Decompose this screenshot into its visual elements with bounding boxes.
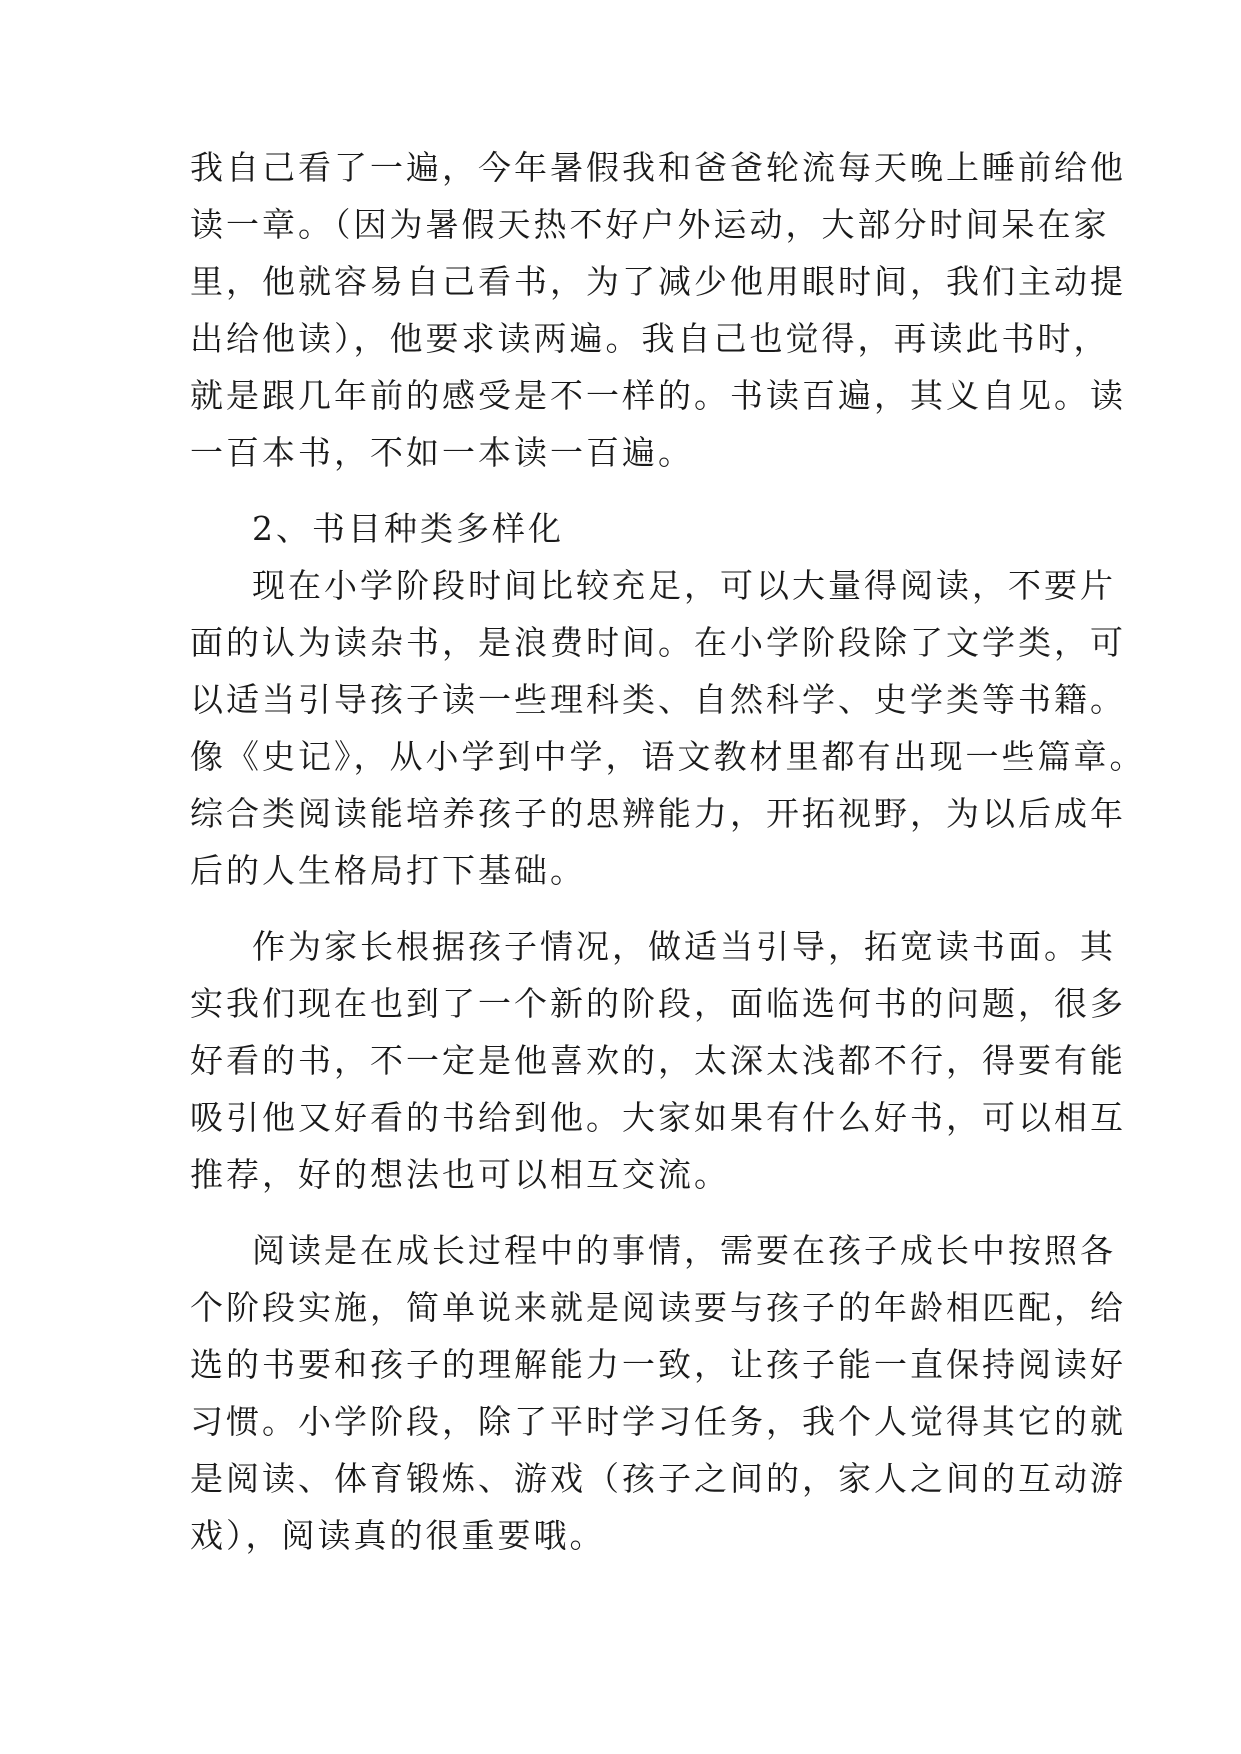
text-line: 一百本书，不如一本读一百遍。 <box>190 433 694 472</box>
text-line: 是阅读、体育锻炼、游戏（孩子之间的，家人之间的互动游 <box>190 1459 1126 1498</box>
text-line: 面的认为读杂书，是浪费时间。在小学阶段除了文学类，可 <box>190 623 1126 662</box>
text-line: 里，他就容易自己看书，为了减少他用眼时间，我们主动提 <box>190 262 1126 301</box>
text-line: 作为家长根据孩子情况，做适当引导，拓宽读书面。其 <box>252 927 1116 966</box>
section-heading: 2、书目种类多样化 <box>252 509 564 548</box>
text-line: 就是跟几年前的感受是不一样的。书读百遍，其义自见。读 <box>190 376 1126 415</box>
text-line: 以适当引导孩子读一些理科类、自然科学、史学类等书籍。 <box>190 680 1126 719</box>
text-line: 实我们现在也到了一个新的阶段，面临选何书的问题，很多 <box>190 984 1126 1023</box>
text-line: 吸引他又好看的书给到他。大家如果有什么好书，可以相互 <box>190 1098 1126 1137</box>
text-line: 现在小学阶段时间比较充足，可以大量得阅读，不要片 <box>252 566 1116 605</box>
text-line: 习惯。小学阶段，除了平时学习任务，我个人觉得其它的就 <box>190 1402 1126 1441</box>
text-line: 戏），阅读真的很重要哦。 <box>190 1516 606 1555</box>
text-line: 选的书要和孩子的理解能力一致，让孩子能一直保持阅读好 <box>190 1345 1126 1384</box>
text-line: 阅读是在成长过程中的事情，需要在孩子成长中按照各 <box>252 1231 1116 1270</box>
text-line: 我自己看了一遍，今年暑假我和爸爸轮流每天晚上睡前给他 <box>190 148 1126 187</box>
text-line: 综合类阅读能培养孩子的思辨能力，开拓视野，为以后成年 <box>190 794 1126 833</box>
text-line: 读一章。（因为暑假天热不好户外运动，大部分时间呆在家 <box>190 205 1110 244</box>
text-line: 个阶段实施，简单说来就是阅读要与孩子的年龄相匹配，给 <box>190 1288 1126 1327</box>
text-line: 好看的书，不一定是他喜欢的，太深太浅都不行，得要有能 <box>190 1041 1126 1080</box>
text-line: 出给他读），他要求读两遍。我自己也觉得，再读此书时， <box>190 319 1110 358</box>
text-line: 后的人生格局打下基础。 <box>190 851 586 890</box>
text-line: 推荐，好的想法也可以相互交流。 <box>190 1155 730 1194</box>
text-line: 像《史记》，从小学到中学，语文教材里都有出现一些篇章。 <box>190 737 1146 776</box>
